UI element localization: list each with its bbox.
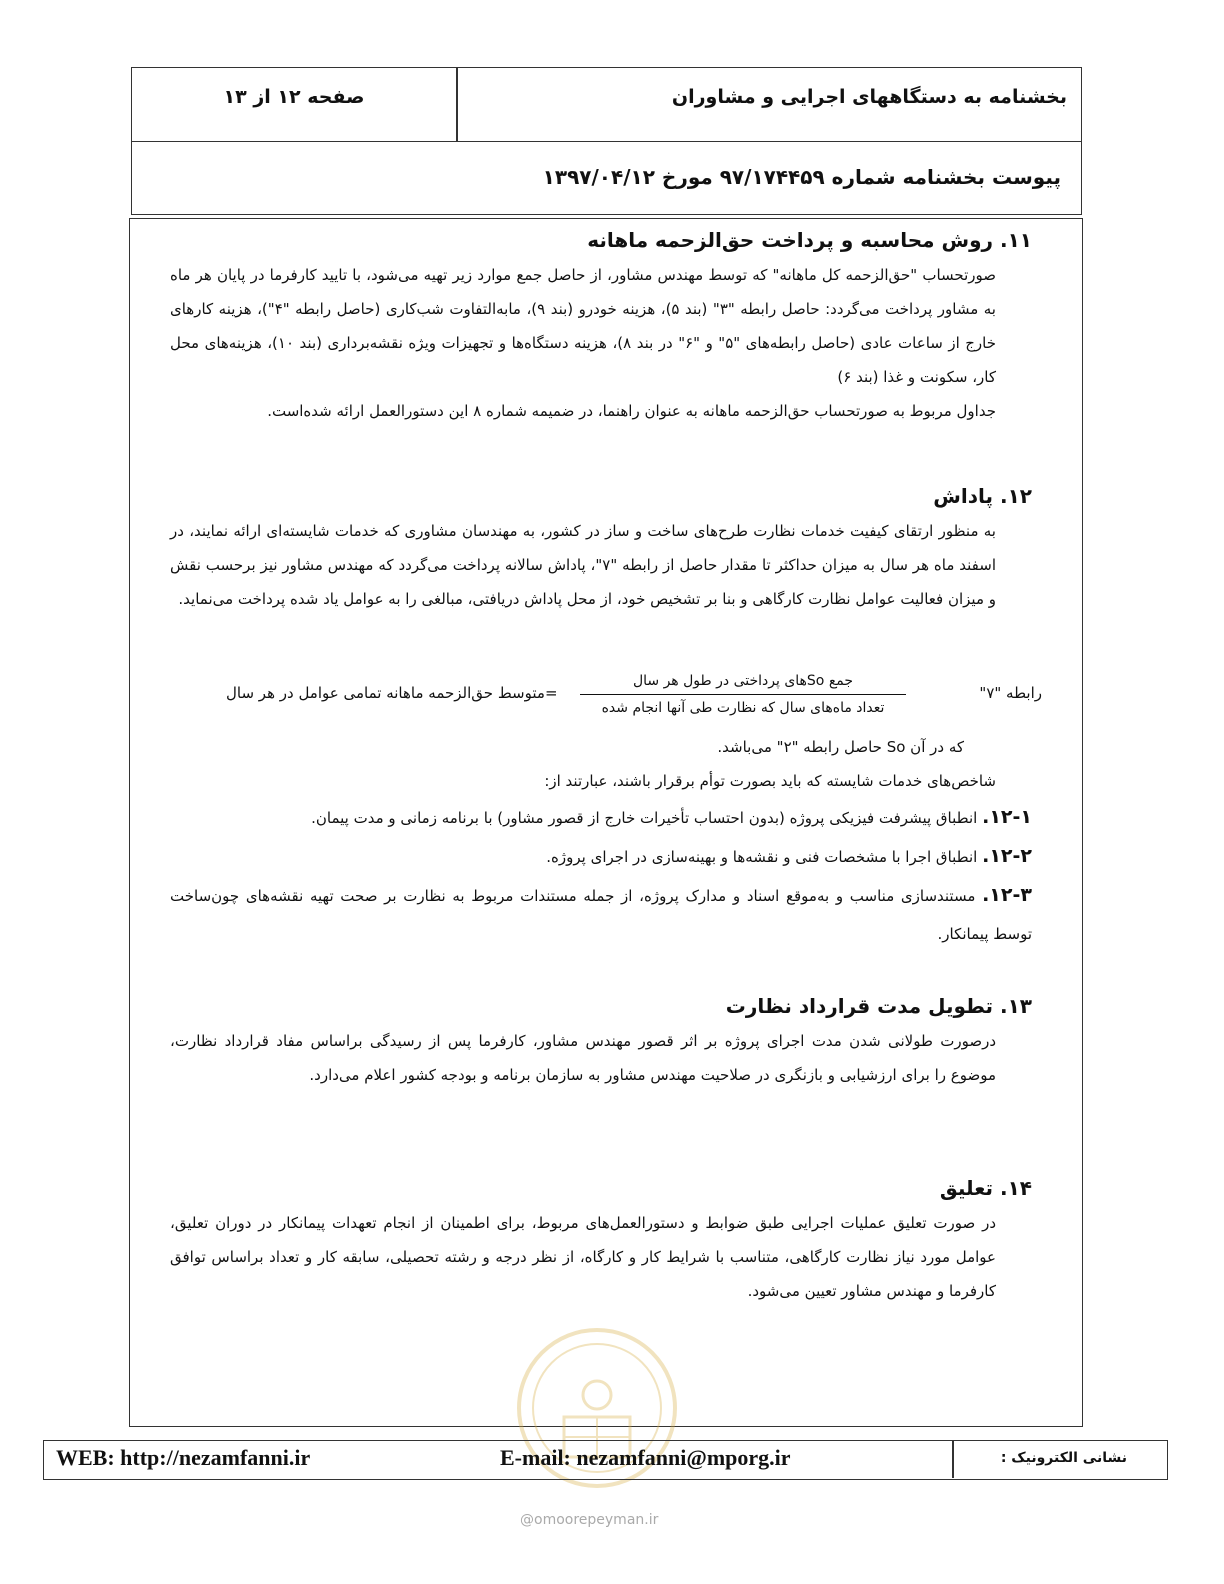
section-12-title: ۱۲. پاداش [933, 484, 1032, 508]
section-11 [170, 222, 1032, 428]
attachment-line: پیوست بخشنامه شماره ۹۷/۱۷۴۴۵۹ مورخ ۱۳۹۷/۰۴/۱۲ [542, 165, 1061, 189]
footer-address-label: نشانی الکترونیک : [1000, 1450, 1127, 1466]
indicator-2-number: ۱۲-۲. [982, 845, 1032, 867]
indicators-intro: شاخص‌های خدمات شایسته که باید بصورت توأم برقرار باشند، عبارتند از: [544, 772, 996, 790]
footer-web: WEB: http://nezamfanni.ir [56, 1445, 311, 1470]
formula-fraction [580, 668, 906, 721]
indicator-1-text: انطباق پیشرفت فیزیکی پروژه (بدون احتساب تأخیرات خارج از قصور مشاور) با برنامه زمانی و مدت پیمان. [311, 809, 978, 827]
section-12-paragraph: به منظور ارتقای کیفیت خدمات نظارت طرح‌های ساخت و ساز در کشور، به مهندسان مشاوری که خدمات شایسته‌ای ارائه نمایند، در اسفند ماه هر سال به میزان حداکثر تا مقدار حاصل از رابطه "۷"، پاداش سالانه پرداخت می‌گردد که مهندس مشاور نیز برحسب نقش و میزان فعالیت عوامل نظارت کارگاهی و بنا بر تشخیص خود، از محل پاداش دریافتی، مبالغی را به عوامل یاد شده پرداخت می‌نماید. [170, 522, 996, 608]
indicator-3 [170, 876, 1032, 953]
section-14 [170, 1170, 1032, 1308]
section-13-paragraph: درصورت طولانی شدن مدت اجرای پروژه بر اثر قصور مهندس مشاور، کارفرما پس از رسیدگی براساس مفاد قرارداد نظارت، موضوع را برای ارزشیابی و بازنگری در صلاحیت مهندس مشاور به سازمان برنامه و بودجه کشور اعلام می‌دارد. [170, 1032, 996, 1084]
header-row [132, 68, 1081, 142]
indicator-2 [170, 837, 1032, 876]
site-watermark: @omoorepeyman.ir [520, 1512, 659, 1528]
section-12 [170, 478, 1032, 616]
section-13-title: ۱۳. تطویل مدت قرارداد نظارت [725, 994, 1032, 1018]
page-number: صفحه ۱۲ از ۱۳ [223, 86, 365, 108]
indicator-3-text: مستندسازی مناسب و به‌موقع اسناد و مدارک پروژه، از جمله مستندات مربوط به نظارت بر صحت تهیه نقشه‌های چون‌ساخت توسط پیمانکار. [170, 887, 1032, 943]
formula-explanation: که در آن So حاصل رابطه "۲" می‌باشد. [717, 738, 964, 756]
header-box [131, 67, 1082, 215]
section-11-title: ۱۱. روش محاسبه و پرداخت حق‌الزحمه ماهانه [587, 228, 1032, 252]
header-divider [456, 68, 458, 142]
indicator-1 [170, 798, 1032, 837]
section-13 [170, 988, 1032, 1092]
formula-7 [170, 668, 1042, 728]
formula-label: رابطه "۷" [979, 684, 1042, 702]
footer-email: E-mail: nezamfanni@mporg.ir [500, 1445, 791, 1470]
section-11-note: جداول مربوط به صورتحساب حق‌الزحمه ماهانه به عنوان راهنما، در ضمیمه شماره ۸ این دستورالعمل ارائه شده‌است. [267, 402, 996, 420]
footer-box [43, 1440, 1168, 1480]
indicator-1-number: ۱۲-۱. [982, 806, 1032, 828]
section-12-continued [170, 730, 1032, 953]
section-14-paragraph: در صورت تعلیق عملیات اجرایی طبق ضوابط و دستورالعمل‌های مربوط، برای اطمینان از انجام تعهدات پیمانکار در دوران تعلیق، عوامل مورد نیاز نظارت کارگاهی، متناسب با شرایط کار و کارگاه، از نظر درجه و رشته تحصیلی، سابقه کار و تعداد براساس توافق کارفرما و مهندس مشاور تعیین می‌شود. [170, 1214, 996, 1300]
formula-denominator: تعداد ماه‌های سال که نظارت طی آنها انجام شده [601, 700, 885, 716]
indicator-2-text: انطباق اجرا با مشخصات فنی و نقشه‌ها و بهینه‌سازی در اجرای پروژه. [546, 848, 978, 866]
indicator-3-number: ۱۲-۳. [982, 884, 1032, 906]
formula-result: =متوسط حق‌الزحمه ماهانه تمامی عوامل در هر سال [226, 684, 558, 702]
circular-title: بخشنامه به دستگاههای اجرایی و مشاوران [671, 86, 1067, 108]
section-14-title: ۱۴. تعلیق [939, 1176, 1032, 1200]
section-11-paragraph: صورتحساب "حق‌الزحمه کل ماهانه" که توسط مهندس مشاور، از حاصل جمع موارد زیر تهیه می‌شود، با تایید کارفرما در پایان هر ماه به مشاور پرداخت می‌گردد: حاصل رابطه "۳" (بند ۵)، هزینه خودرو (بند ۹)، مابه‌التفاوت شب‌کاری (حاصل رابطه "۴")، هزینه کارهای خارج از ساعات عادی (حاصل رابطه‌های "۵" و "۶" در بند ۸)، هزینه دستگاه‌ها و تجهیزات ویژه نقشه‌برداری (بند ۱۰)، هزینه‌های محل کار، سکونت و غذا (بند ۶) [170, 266, 996, 386]
footer-divider [952, 1441, 954, 1478]
formula-numerator: جمع Soهای پرداختی در طول هر سال [580, 668, 906, 695]
